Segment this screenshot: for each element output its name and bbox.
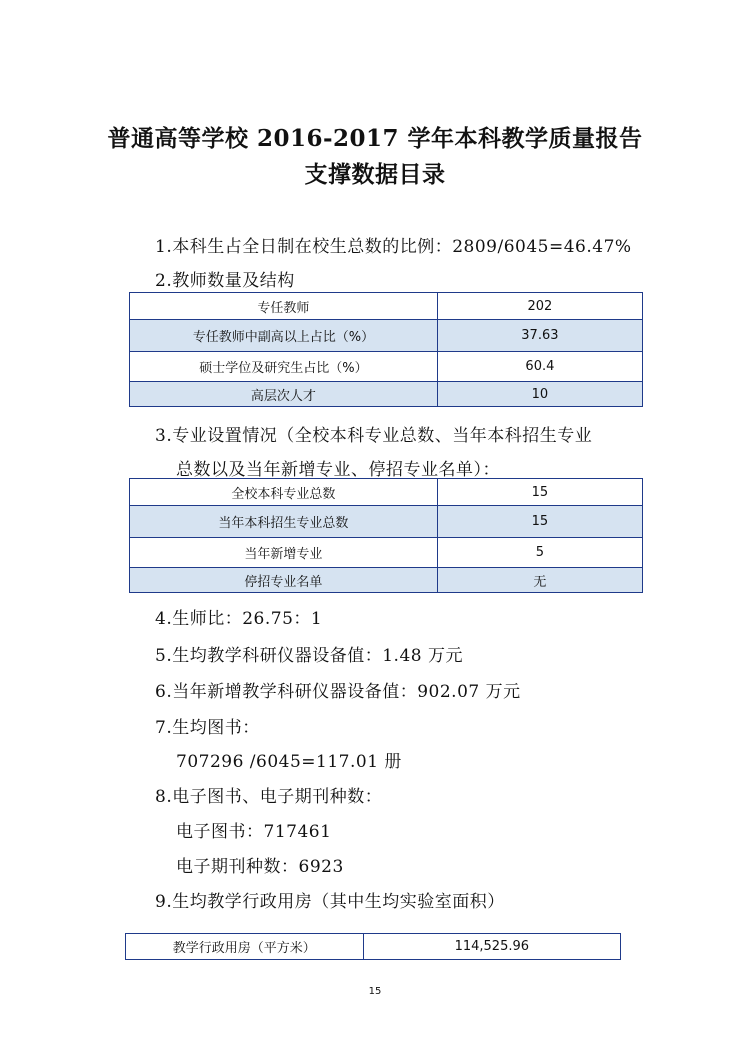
table-cell-value: 10: [437, 382, 642, 407]
item-8-ejournals: 电子期刊种数：6923: [176, 857, 344, 877]
table-cell-label: 专任教师中副高以上占比（%）: [130, 320, 438, 352]
table-cell-value: 114,525.96: [363, 934, 620, 960]
table-row: [130, 382, 643, 407]
table-cell-value: 202: [437, 293, 642, 320]
page-number: 15: [368, 986, 382, 997]
space-table: [125, 933, 621, 960]
table-cell-label: 专任教师: [130, 293, 438, 320]
table-cell-value: 15: [437, 479, 642, 506]
table-row: [126, 934, 621, 960]
table-cell-label: 停招专业名单: [130, 568, 438, 593]
table-cell-value: 60.4: [437, 352, 642, 382]
table-row: [130, 293, 643, 320]
table-row: [130, 479, 643, 506]
table-row: [130, 320, 643, 352]
item-8: 8.电子图书、电子期刊种数：: [155, 787, 383, 807]
table-row: [130, 352, 643, 382]
report-title: 普通高等学校 2016-2017 学年本科教学质量报告: [107, 125, 643, 152]
item-4: 4.生师比：26.75：1: [155, 609, 323, 629]
item-7: 7.生均图书：: [155, 718, 260, 738]
item-5: 5.生均教学科研仪器设备值：1.48 万元: [155, 646, 463, 666]
report-subtitle: 支撑数据目录: [304, 161, 446, 188]
major-table: [129, 478, 643, 593]
table-cell-label: 当年新增专业: [130, 538, 438, 568]
table-cell-label: 硕士学位及研究生占比（%）: [130, 352, 438, 382]
table-cell-label: 教学行政用房（平方米）: [126, 934, 364, 960]
item-1: 1.本科生占全日制在校生总数的比例：2809/6045=46.47%: [155, 237, 632, 257]
table-row: [130, 538, 643, 568]
table-row: [130, 568, 643, 593]
item-3: 3.专业设置情况（全校本科专业总数、当年本科招生专业: [155, 426, 593, 446]
table-cell-value: 5: [437, 538, 642, 568]
table-cell-label: 全校本科专业总数: [130, 479, 438, 506]
table-row: [130, 506, 643, 538]
table-cell-label: 高层次人才: [130, 382, 438, 407]
table-cell-value: 15: [437, 506, 642, 538]
item-8-ebooks: 电子图书：717461: [176, 822, 332, 842]
table-cell-value: 无: [437, 568, 642, 593]
item-6: 6.当年新增教学科研仪器设备值：902.07 万元: [155, 682, 521, 702]
item-3-continued: 总数以及当年新增专业、停招专业名单）：: [176, 460, 500, 480]
table-cell-label: 当年本科招生专业总数: [130, 506, 438, 538]
item-9: 9.生均教学行政用房（其中生均实验室面积）: [155, 892, 505, 912]
teacher-table: [129, 292, 643, 407]
item-2: 2.教师数量及结构: [155, 271, 295, 291]
item-7-value: 707296 /6045=117.01 册: [176, 752, 402, 772]
table-cell-value: 37.63: [437, 320, 642, 352]
